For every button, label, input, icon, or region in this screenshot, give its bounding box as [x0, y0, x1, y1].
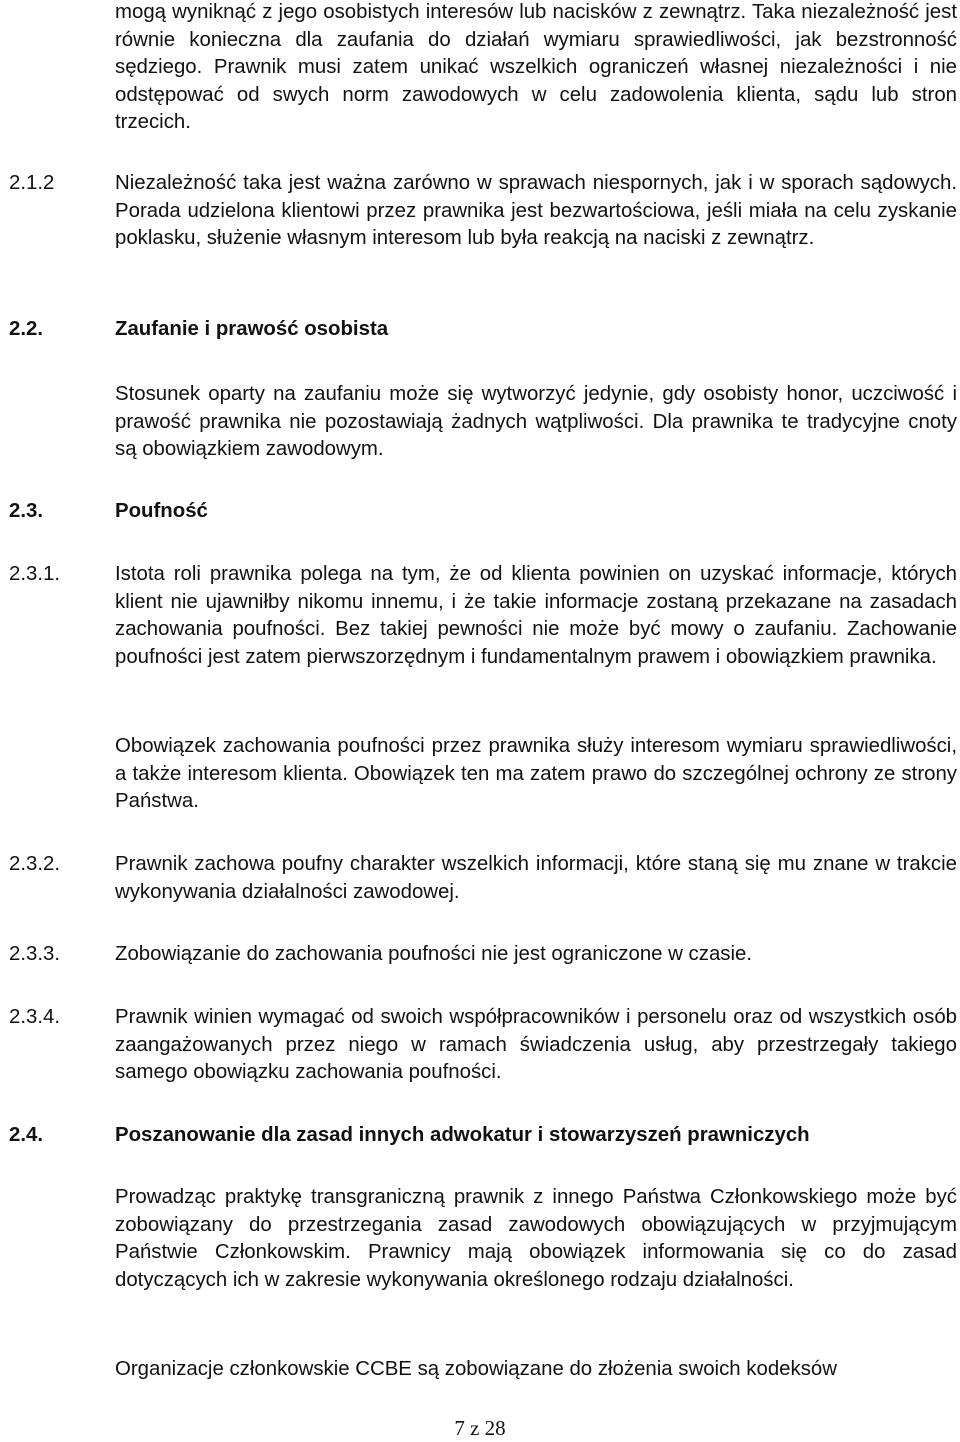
section-2-4-heading: Poszanowanie dla zasad innych adwokatur i stowarzyszeń prawniczych — [115, 1124, 810, 1146]
section-number-2-3: 2.3. — [9, 500, 44, 522]
section-2-3-1-text-2: Obowiązek zachowania poufności przez prawnika służy interesom wymiaru sprawiedliwości, a także interesom klienta. Obowiązek ten ma zatem prawo do szczególnej ochrony ze strony Państwa. — [115, 735, 957, 812]
section-number-2-1-2: 2.1.2 — [9, 172, 55, 194]
section-2-3-2-text: Prawnik zachowa poufny charakter wszelkich informacji, które staną się mu znane w trakcie wykonywania działalności zawodowej. — [115, 853, 957, 903]
section-2-2-text: Stosunek oparty na zaufaniu może się wytworzyć jedynie, gdy osobisty honor, uczciwość i prawość prawnika nie pozostawiają żadnych wątpliwości. Dla prawnika te tradycyjne cnoty są obowiązkiem zawodowym. — [115, 383, 957, 460]
section-number-2-2: 2.2. — [9, 318, 44, 340]
section-number-2-3-4: 2.3.4. — [9, 1006, 61, 1028]
section-2-3-1-text: Istota roli prawnika polega na tym, że od klienta powinien on uzyskać informacje, których klient nie ujawniłby nikomu innemu, i że takie informacje zostaną przekazane na zasadach zachowania poufności. Bez takiej pewności nie może być mowy o zaufaniu. Zachowanie poufności jest zatem pierwszorzędnym i fundamentalnym prawem i obowiązkiem prawnika. — [115, 563, 957, 668]
section-2-3-4-text: Prawnik winien wymagać od swoich współpracowników i personelu oraz od wszystkich osób zaangażowanych przez niego w ramach świadczenia usług, aby przestrzegały takiego samego obowiązku zachowania poufności. — [115, 1006, 957, 1083]
section-number-2-3-3: 2.3.3. — [9, 943, 61, 965]
section-2-3-heading: Poufność — [115, 500, 208, 522]
page-number-footer: 7 z 28 — [454, 1416, 506, 1440]
section-2-1-2-text: Niezależność taka jest ważna zarówno w sprawach niespornych, jak i w sporach sądowych. Porada udzielona klientowi przez prawnika jest bezwartościowa, jeśli miała na celu zyskanie poklasku, służenie własnym interesom lub była reakcją na naciski z zewnątrz. — [115, 172, 957, 249]
section-2-4-text-2: Organizacje członkowskie CCBE są zobowiązane do złożenia swoich kodeksów — [115, 1358, 837, 1380]
section-number-2-3-1: 2.3.1. — [9, 563, 61, 585]
section-number-2-4: 2.4. — [9, 1124, 44, 1146]
intro-paragraph: mogą wyniknąć z jego osobistych interesów lub nacisków z zewnątrz. Taka niezależność jest równie konieczna dla zaufania do działań wymiaru sprawiedliwości, jak bezstronność sędziego. Prawnik musi zatem unikać wszelkich ograniczeń własnej niezależności i nie odstępować od swych norm zawodowych w celu zadowolenia klienta, sądu lub stron trzecich. — [115, 1, 957, 133]
section-number-2-3-2: 2.3.2. — [9, 853, 61, 875]
section-2-3-3-text: Zobowiązanie do zachowania poufności nie jest ograniczone w czasie. — [115, 943, 753, 965]
section-2-4-text: Prowadząc praktykę transgraniczną prawnik z innego Państwa Członkowskiego może być zobowiązany do przestrzegania zasad zawodowych obowiązujących w przyjmującym Państwie Członkowskim. Prawnicy mają obowiązek informowania się co do zasad dotyczących ich w zakresie wykonywania określonego rodzaju działalności. — [115, 1186, 957, 1291]
section-2-2-heading: Zaufanie i prawość osobista — [115, 318, 389, 340]
